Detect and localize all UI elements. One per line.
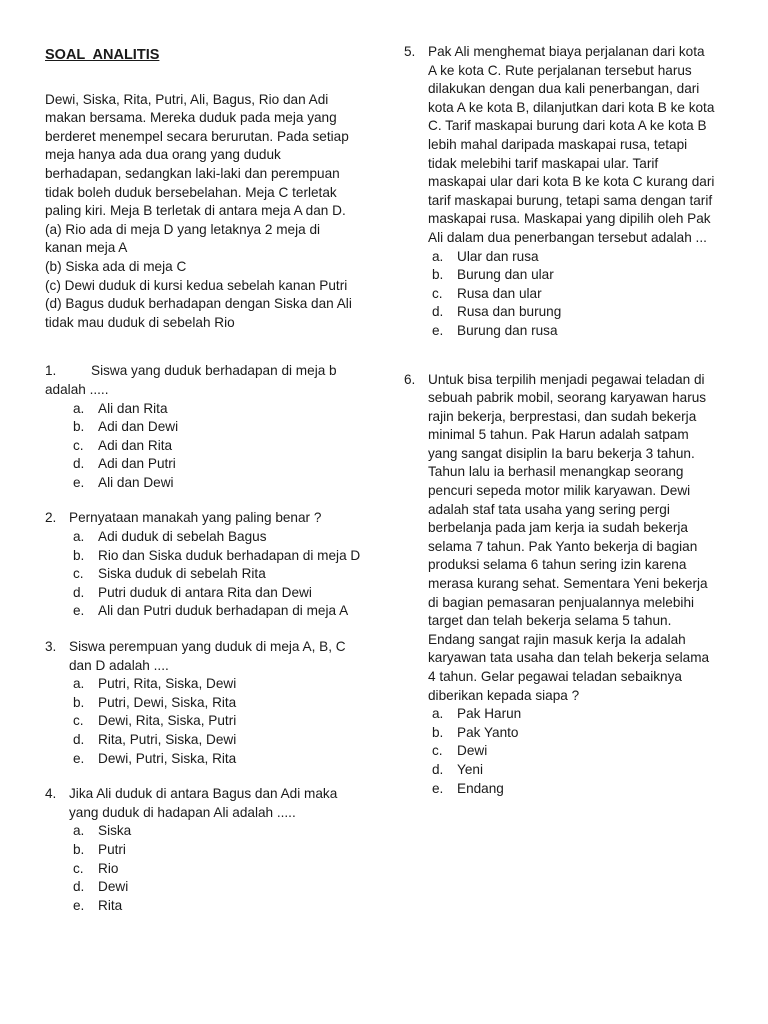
question-1 <box>45 362 375 492</box>
question-stem <box>404 371 734 706</box>
answer-option[interactable] <box>69 731 375 750</box>
question-number: 5. <box>404 44 416 59</box>
question-6 <box>404 371 734 799</box>
intro-paragraph <box>45 91 375 333</box>
answer-option[interactable] <box>428 285 734 304</box>
option-text: Ular dan rusa <box>457 248 539 264</box>
option-letter: b. <box>73 841 85 857</box>
answer-option[interactable] <box>69 712 375 731</box>
option-letter: d. <box>73 456 85 472</box>
intro-line: kanan meja A <box>45 240 128 256</box>
question-stem <box>45 509 375 528</box>
question-text-line: maskapai ular dari kota B ke kota C kurang dari <box>428 174 715 190</box>
question-text-line: yang duduk di hadapan Ali adalah ..... <box>69 804 296 820</box>
option-text: Putri <box>98 841 126 857</box>
answer-option[interactable] <box>428 761 734 780</box>
question-number: 2. <box>45 510 57 526</box>
question-text-line: sebuah pabrik mobil, seorang karyawan harus <box>428 390 707 406</box>
option-letter: a. <box>73 400 85 416</box>
question-4 <box>45 785 375 915</box>
option-text: Ali dan Rita <box>98 400 168 416</box>
answer-option[interactable] <box>69 694 375 713</box>
question-text-line: Jika Ali duduk di antara Bagus dan Adi maka <box>69 786 338 802</box>
intro-line: (b) Siska ada di meja C <box>45 258 187 274</box>
question-text <box>69 785 375 822</box>
question-text-line: 4 tahun. Gelar pegawai teladan sebaiknya <box>428 669 682 684</box>
right-column <box>404 43 734 798</box>
option-letter: b. <box>432 724 444 740</box>
intro-line: makan bersama. Mereka duduk pada meja yang <box>45 110 337 126</box>
option-text: Pak Harun <box>457 706 522 722</box>
option-letter: e. <box>432 780 444 796</box>
option-letter: c. <box>73 713 84 729</box>
answer-option[interactable] <box>69 528 375 547</box>
question-text-line: Untuk bisa terpilih menjadi pegawai teladan di <box>428 371 705 387</box>
option-text: Ali dan Dewi <box>98 474 174 490</box>
answer-option[interactable] <box>69 860 375 879</box>
option-letter: e. <box>73 897 85 913</box>
question-1-options <box>45 400 375 493</box>
answer-option[interactable] <box>69 455 375 474</box>
question-text-line: lebih mahal daripada maskapai rusa, tetapi <box>428 136 688 152</box>
answer-option[interactable] <box>428 266 734 285</box>
question-number: 4. <box>45 786 57 802</box>
question-text-line: C. Tarif maskapai burung dari kota A ke kota B <box>428 118 707 134</box>
question-text-line: adalah staf tata usaha yang sering pergi <box>428 501 670 517</box>
option-text: Burung dan rusa <box>457 322 558 338</box>
answer-option[interactable] <box>69 822 375 841</box>
question-text-line: karyawan tata usaha dan telah bekerja selama <box>428 650 710 666</box>
option-letter: b. <box>432 267 444 283</box>
option-letter: c. <box>73 437 84 453</box>
answer-option[interactable] <box>69 474 375 493</box>
answer-option[interactable] <box>69 602 375 621</box>
intro-line: tidak mau duduk di sebelah Rio <box>45 314 235 330</box>
answer-option[interactable] <box>428 742 734 761</box>
question-text-line: dan D adalah .... <box>69 657 169 673</box>
option-text: Rita, Putri, Siska, Dewi <box>98 732 237 747</box>
option-text: Endang <box>457 780 504 796</box>
answer-option[interactable] <box>69 400 375 419</box>
answer-option[interactable] <box>428 780 734 799</box>
option-letter: a. <box>73 529 85 545</box>
question-text-line: rajin bekerja, berprestasi, dan sudah bekerja <box>428 408 697 424</box>
option-text: Ali dan Putri duduk berhadapan di meja A <box>98 603 349 619</box>
question-text-line: Ali dalam dua penerbangan tersebut adalah ... <box>428 229 707 245</box>
option-text: Rio dan Siska duduk berhadapan di meja D <box>98 547 361 563</box>
option-letter: b. <box>73 419 85 435</box>
question-text-line: berbelanja pada jam kerja ia sudah bekerja <box>428 520 688 536</box>
intro-line: berderet menempel secara berurutan. Pada setiap <box>45 128 349 144</box>
option-text: Burung dan ular <box>457 267 554 283</box>
answer-option[interactable] <box>69 565 375 584</box>
question-5-options <box>404 248 734 341</box>
question-text-line: A ke kota C. Rute perjalanan tersebut harus <box>428 62 692 78</box>
question-3 <box>45 638 375 768</box>
page-title: SOAL ANALITIS <box>45 47 160 63</box>
intro-line: (d) Bagus duduk berhadapan dengan Siska dan Ali <box>45 296 352 312</box>
question-text <box>428 43 734 248</box>
question-text-line: Pak Ali menghemat biaya perjalanan dari kota <box>428 44 705 59</box>
intro-line: paling kiri. Meja B terletak di antara meja A dan D. <box>45 203 346 219</box>
answer-option[interactable] <box>69 418 375 437</box>
left-column <box>45 46 375 915</box>
question-text-line: kota A ke kota B, dilanjutkan dari kota B ke kota <box>428 99 715 115</box>
answer-option[interactable] <box>69 878 375 897</box>
question-text-line: diberikan kepada siapa ? <box>428 687 580 703</box>
question-text-line: tidak melebihi tarif maskapai ular. Tarif <box>428 155 659 171</box>
option-letter: c. <box>432 743 443 759</box>
option-text: Adi duduk di sebelah Bagus <box>98 529 267 545</box>
question-4-options <box>45 822 375 915</box>
question-stem <box>45 785 375 822</box>
option-letter: d. <box>73 584 85 600</box>
question-text-line: maskapai rusa. Maskapai yang dipilih oleh Pak <box>428 211 711 227</box>
answer-option[interactable] <box>428 322 734 341</box>
option-letter: a. <box>73 823 85 839</box>
question-text <box>69 509 375 528</box>
question-text-line: Siswa yang duduk berhadapan di meja b <box>91 363 337 379</box>
option-letter: a. <box>73 676 85 692</box>
option-text: Adi dan Rita <box>98 437 173 453</box>
question-text-line: minimal 5 tahun. Pak Harun adalah satpam <box>428 427 689 443</box>
option-text: Rio <box>98 860 119 876</box>
option-text: Putri duduk di antara Rita dan Dewi <box>98 584 312 600</box>
option-text: Dewi <box>98 879 129 895</box>
question-5 <box>404 43 734 341</box>
question-text-line: merasa kurang sehat. Sementara Yeni bekerja <box>428 576 708 592</box>
question-1-stem <box>45 362 375 381</box>
intro-line: (a) Rio ada di meja D yang letaknya 2 meja di <box>45 221 321 237</box>
question-text-line: yang sangat disiplin Ia baru bekerja 3 tahun. <box>428 445 695 461</box>
option-text: Pak Yanto <box>457 724 519 740</box>
answer-option[interactable] <box>428 248 734 267</box>
intro-line: Dewi, Siska, Rita, Putri, Ali, Bagus, Rio dan Adi <box>45 91 329 107</box>
question-text-line: dilakukan dengan dua kali penerbangan, dari <box>428 81 700 97</box>
option-letter: c. <box>73 860 84 876</box>
option-letter: d. <box>73 879 85 895</box>
answer-option[interactable] <box>69 584 375 603</box>
option-text: Dewi <box>457 743 488 759</box>
intro-line: tidak boleh duduk bersebelahan. Meja C terletak <box>45 184 337 200</box>
answer-option[interactable] <box>69 841 375 860</box>
option-text: Dewi, Rita, Siska, Putri <box>98 713 237 729</box>
question-text-line: di bagian pemasaran penjualannya melebihi <box>428 594 695 610</box>
question-text <box>69 638 375 675</box>
option-letter: b. <box>73 547 85 563</box>
question-text-line: produksi selama 6 tahun sering izin karena <box>428 557 687 573</box>
option-text: Rita <box>98 897 123 913</box>
option-text: Rusa dan burung <box>457 304 562 320</box>
option-text: Siska duduk di sebelah Rita <box>98 566 266 582</box>
question-text-line: adalah ..... <box>45 381 109 397</box>
question-text-line: tarif maskapai burung, tetapi sama dengan tarif <box>428 192 713 208</box>
option-letter: d. <box>432 304 444 320</box>
option-text: Adi dan Dewi <box>98 419 179 435</box>
question-text-line: target dan telah bekerja selama 5 tahun. <box>428 613 672 629</box>
option-text: Yeni <box>457 761 483 777</box>
answer-option[interactable] <box>69 897 375 916</box>
option-text: Rusa dan ular <box>457 285 542 301</box>
option-letter: a. <box>432 706 444 722</box>
option-text: Adi dan Putri <box>98 456 176 472</box>
question-text-line: selama 7 tahun. Pak Yanto bekerja di bagian <box>428 538 698 554</box>
question-3-options <box>45 675 375 768</box>
question-number: 3. <box>45 639 57 655</box>
answer-option[interactable] <box>69 547 375 566</box>
option-letter: e. <box>73 474 85 490</box>
option-letter: e. <box>73 603 85 619</box>
answer-option[interactable] <box>69 750 375 769</box>
intro-line: berhadapan, sedangkan laki-laki dan perempuan <box>45 165 340 181</box>
option-text: Dewi, Putri, Siska, Rita <box>98 750 237 766</box>
answer-option[interactable] <box>428 705 734 724</box>
question-stem <box>404 43 734 248</box>
question-text-line: Pernyataan manakah yang paling benar ? <box>69 510 322 526</box>
option-text: Putri, Dewi, Siska, Rita <box>98 694 237 710</box>
option-letter: c. <box>432 285 443 301</box>
answer-option[interactable] <box>428 303 734 322</box>
question-6-options <box>404 705 734 798</box>
question-text-line: Tahun lalu ia berhasil menangkap seorang <box>428 464 684 480</box>
option-text: Siska <box>98 823 132 839</box>
option-letter: d. <box>432 761 444 777</box>
answer-option[interactable] <box>69 437 375 456</box>
answer-option[interactable] <box>69 675 375 694</box>
question-text <box>428 371 734 706</box>
question-stem <box>45 638 375 675</box>
question-text-line: Siswa perempuan yang duduk di meja A, B, C <box>69 639 346 655</box>
question-text-line: pencuri sepeda motor milik karyawan. Dewi <box>428 483 691 499</box>
option-text: Putri, Rita, Siska, Dewi <box>98 676 237 692</box>
intro-line: (c) Dewi duduk di kursi kedua sebelah kanan Putri <box>45 277 348 293</box>
option-letter: e. <box>73 750 85 766</box>
answer-option[interactable] <box>428 724 734 743</box>
intro-line: meja hanya ada dua orang yang duduk <box>45 147 281 163</box>
question-2-options <box>45 528 375 621</box>
option-letter: e. <box>432 322 444 338</box>
option-letter: d. <box>73 732 85 747</box>
question-text-line: Endang sangat rajin masuk kerja Ia adalah <box>428 631 686 647</box>
option-letter: a. <box>432 248 444 264</box>
question-number: 1. <box>45 363 57 379</box>
question-number: 6. <box>404 371 416 387</box>
question-2 <box>45 509 375 621</box>
option-letter: b. <box>73 694 85 710</box>
option-letter: c. <box>73 566 84 582</box>
